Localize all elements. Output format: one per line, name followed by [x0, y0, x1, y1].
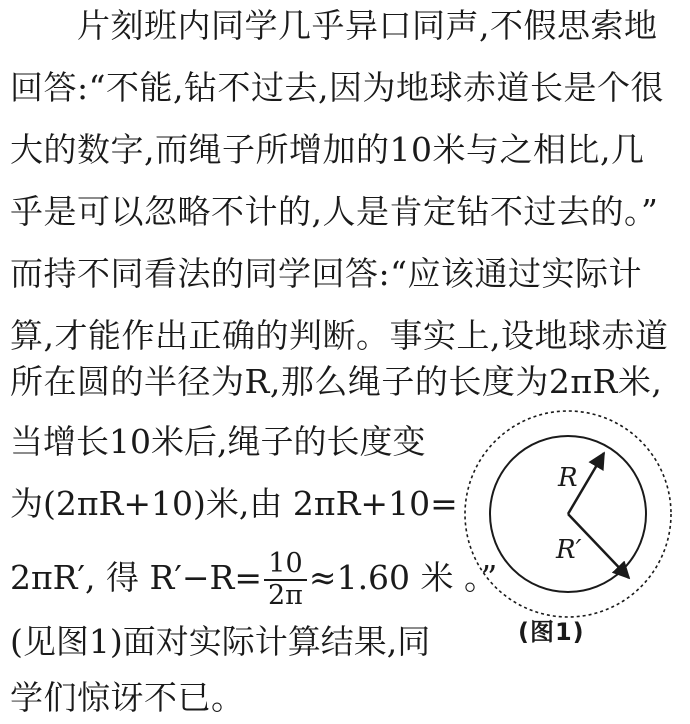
paragraph-line-11: 学们惊讶不已。: [10, 678, 245, 717]
figure-circles: [458, 410, 678, 622]
paragraph-line-3: 大的数字,而绳子所增加的10米与之相比,几: [10, 130, 645, 169]
formula-suffix: ≈1.60 米 。”: [308, 558, 498, 597]
formula-prefix: 2πR′, 得 R′−R=: [10, 558, 262, 597]
paragraph-line-7: 所在圆的半径为R,那么绳子的长度为2πR米,: [10, 362, 663, 401]
label-r: R: [558, 463, 578, 493]
label-r-prime: R′: [556, 535, 582, 565]
paragraph-line-1: 片刻班内同学几乎异口同声,不假思索地: [77, 6, 658, 45]
paragraph-line-10: (见图1)面对实际计算结果,同: [10, 622, 431, 661]
paragraph-line-5: 而持不同看法的同学回答:“应该通过实际计: [10, 254, 642, 293]
paragraph-line-2: 回答:“不能,钻不过去,因为地球赤道长是个很: [10, 68, 664, 107]
fraction-numerator: 10: [264, 549, 307, 581]
figure-caption: (图1): [518, 618, 585, 646]
paragraph-line-9: 为(2πR+10)米,由 2πR+10=: [10, 484, 458, 523]
fraction-denominator: 2π: [267, 580, 303, 611]
paragraph-line-4: 乎是可以忽略不计的,人是肯定钻不过去的。”: [10, 192, 659, 231]
fraction: [264, 549, 307, 611]
paragraph-line-8: 当增长10米后,绳子的长度变: [10, 422, 426, 461]
paragraph-line-6: 算,才能作出正确的判断。事实上,设地球赤道: [10, 316, 669, 355]
formula-line: [10, 548, 497, 611]
